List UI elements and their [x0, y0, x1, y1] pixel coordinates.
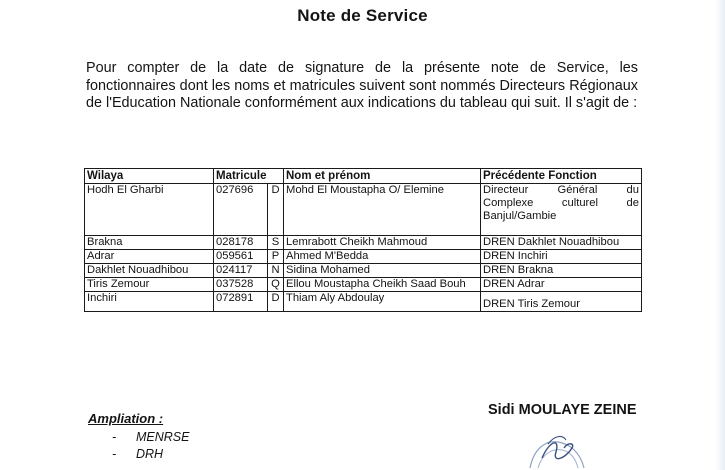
table-row	[85, 264, 642, 278]
ampliation-item-text: DRH	[136, 447, 164, 461]
cell-fonction: DREN Dakhlet Nouadhibou	[481, 236, 642, 250]
table-row	[85, 236, 642, 250]
list-dash: -	[112, 430, 117, 444]
document-title: Note de Service	[297, 6, 428, 25]
cell-nom: Lemrabott Cheikh Mahmoud	[284, 236, 481, 250]
table-row	[85, 292, 642, 312]
cell-nom: Ahmed M'Bedda	[284, 250, 481, 264]
cell-nom: Mohd El Moustapha O/ Elemine	[284, 184, 481, 236]
cell-matricule: 059561	[214, 250, 268, 264]
signatory-name: Sidi MOULAYE ZEINE	[488, 402, 637, 418]
header-wilaya: Wilaya	[85, 169, 214, 184]
list-item	[112, 430, 189, 447]
ampliation-label: Ampliation :	[88, 411, 164, 426]
appointments-table	[84, 168, 642, 312]
header-fonction: Précédente Fonction	[481, 169, 642, 184]
cell-nom: Sidina Mohamed	[284, 264, 481, 278]
cell-nom: Ellou Moustapha Cheikh Saad Bouh	[284, 278, 481, 292]
cell-matricule: 024117	[214, 264, 268, 278]
table-header-row	[85, 169, 642, 184]
intro-paragraph: Pour compter de la date de signature de la présente note de Service, les fonctionnaires dont les noms et matricules suivent sont nommés Directeurs Régionaux de l'Education Nationale conformément aux indications du tableau qui suit. Il s'agit de :	[86, 60, 638, 111]
cell-fonction: DREN Inchiri	[481, 250, 642, 264]
cell-wilaya: Hodh El Gharbi	[85, 184, 214, 236]
signature-stamp	[520, 418, 590, 470]
cell-matricule: 028178	[214, 236, 268, 250]
table-row	[85, 184, 642, 236]
ampliation-list	[112, 430, 189, 464]
cell-code: N	[268, 264, 284, 278]
ampliation-item-text: MENRSE	[136, 430, 190, 444]
cell-fonction: DREN Tiris Zemour	[481, 292, 642, 312]
cell-wilaya: Brakna	[85, 236, 214, 250]
cell-code: D	[268, 184, 284, 236]
list-dash: -	[112, 447, 117, 461]
cell-wilaya: Inchiri	[85, 292, 214, 312]
cell-matricule: 027696	[214, 184, 268, 236]
cell-matricule: 072891	[214, 292, 268, 312]
cell-wilaya: Adrar	[85, 250, 214, 264]
cell-code: D	[268, 292, 284, 312]
header-nom: Nom et prénom	[284, 169, 481, 184]
cell-wilaya: Dakhlet Nouadhibou	[85, 264, 214, 278]
page-edge-shadow	[715, 0, 725, 470]
cell-nom: Thiam Aly Abdoulay	[284, 292, 481, 312]
cell-fonction: DREN Adrar	[481, 278, 642, 292]
cell-code: Q	[268, 278, 284, 292]
cell-fonction: DREN Brakna	[481, 264, 642, 278]
table-row	[85, 278, 642, 292]
cell-fonction: Directeur Général du Complexe culturel de Banjul/Gambie	[481, 184, 642, 236]
cell-matricule: 037528	[214, 278, 268, 292]
header-matricule: Matricule	[214, 169, 284, 184]
table-row	[85, 250, 642, 264]
list-item	[112, 447, 189, 464]
cell-wilaya: Tiris Zemour	[85, 278, 214, 292]
cell-code: S	[268, 236, 284, 250]
cell-code: P	[268, 250, 284, 264]
